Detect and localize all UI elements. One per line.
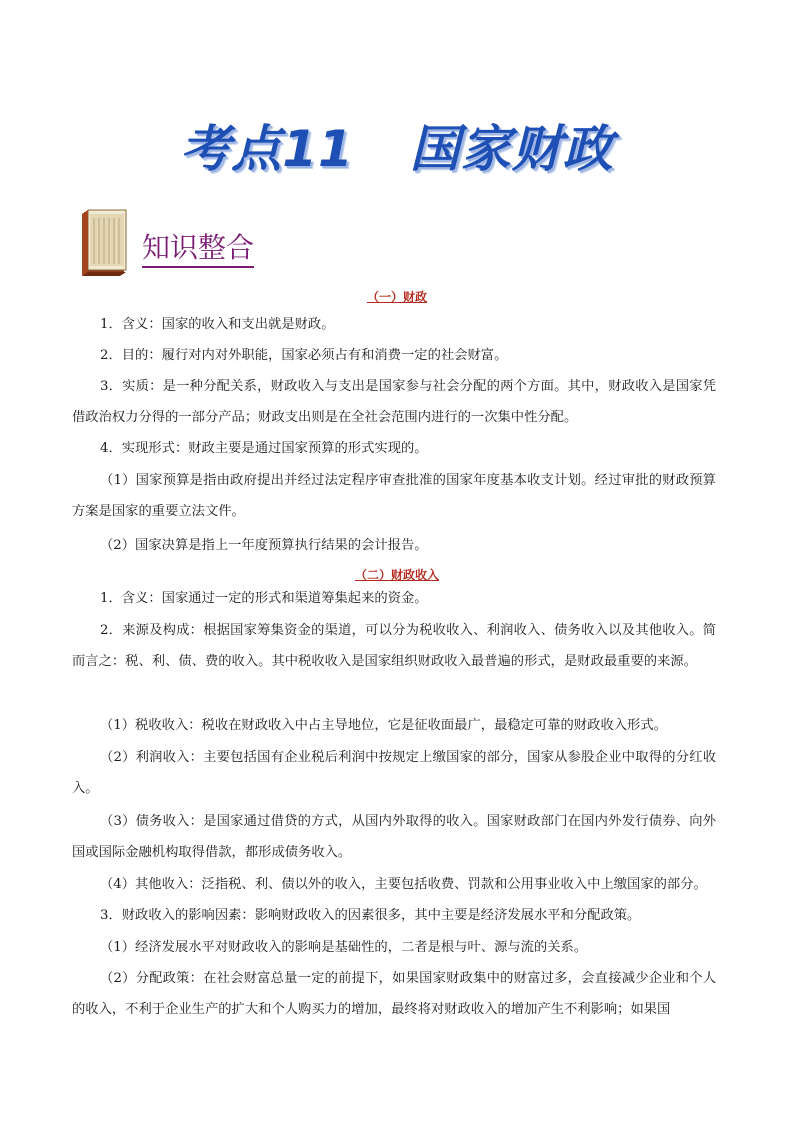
- paragraph: （3）债务收入：是国家通过借贷的方式，从国内外取得的收入。国家财政部门在国内外发行债券、向外国或国际金融机构取得借款，都形成债务收入。: [72, 814, 716, 860]
- paragraph: （1）税收收入：税收在财政收入中占主导地位，它是征收面最广，最稳定可靠的财政收入形式。: [100, 718, 667, 733]
- title-left: 考点11: [180, 120, 354, 178]
- paragraph: 2．来源及构成：根据国家筹集资金的渠道，可以分为税收收入、利润收入、债务收入以及其他收入。简而言之：税、利、债、费的收入。其中税收收入是国家组织财政收入最普遍的形式，是财政最重要的来源。: [72, 623, 716, 669]
- book-icon: [80, 206, 130, 278]
- paragraph: 3．实质：是一种分配关系，财政收入与支出是国家参与社会分配的两个方面。其中，财政收入是国家凭借政治权力分得的一部分产品；财政支出则是在全社会范围内进行的一次集中性分配。: [72, 379, 716, 425]
- paragraph: （2）分配政策：在社会财富总量一定的前提下，如果国家财政集中的财富过多，会直接减少企业和个人的收入，不利于企业生产的扩大和个人购买力的增加，最终将对财政收入的增加产生不利影响；如果国: [72, 971, 716, 1017]
- paragraph: 3．财政收入的影响因素：影响财政收入的因素很多，其中主要是经济发展水平和分配政策。: [100, 908, 641, 923]
- paragraph: 1．含义：国家的收入和支出就是财政。: [100, 317, 335, 332]
- section-title: 知识整合: [142, 230, 254, 268]
- paragraph: （1）经济发展水平对财政收入的影响是基础性的，二者是根与叶、源与流的关系。: [100, 940, 588, 955]
- subheading-finance: （一）财政: [366, 290, 427, 304]
- paragraph: 1．含义：国家通过一定的形式和渠道筹集起来的资金。: [100, 591, 428, 606]
- paragraph: （4）其他收入：泛指税、利、债以外的收入，主要包括收费、罚款和公用事业收入中上缴国家的部分。: [100, 877, 707, 892]
- paragraph: （2）利润收入：主要包括国有企业税后利润中按规定上缴国家的部分，国家从参股企业中取得的分红收入。: [72, 750, 716, 796]
- paragraph: （2）国家决算是指上一年度预算执行结果的会计报告。: [100, 538, 428, 553]
- paragraph: 4．实现形式：财政主要是通过国家预算的形式实现的。: [100, 441, 428, 456]
- title-right: 国家财政: [409, 120, 614, 178]
- paragraph: （1）国家预算是指由政府提出并经过法定程序审查批准的国家年度基本收支计划。经过审批的财政预算方案是国家的重要立法文件。: [72, 473, 716, 519]
- subheading-revenue: （二）财政收入: [354, 568, 439, 582]
- paragraph: 2．目的：履行对内对外职能，国家必须占有和消费一定的社会财富。: [100, 348, 508, 363]
- page-title: [0, 118, 794, 180]
